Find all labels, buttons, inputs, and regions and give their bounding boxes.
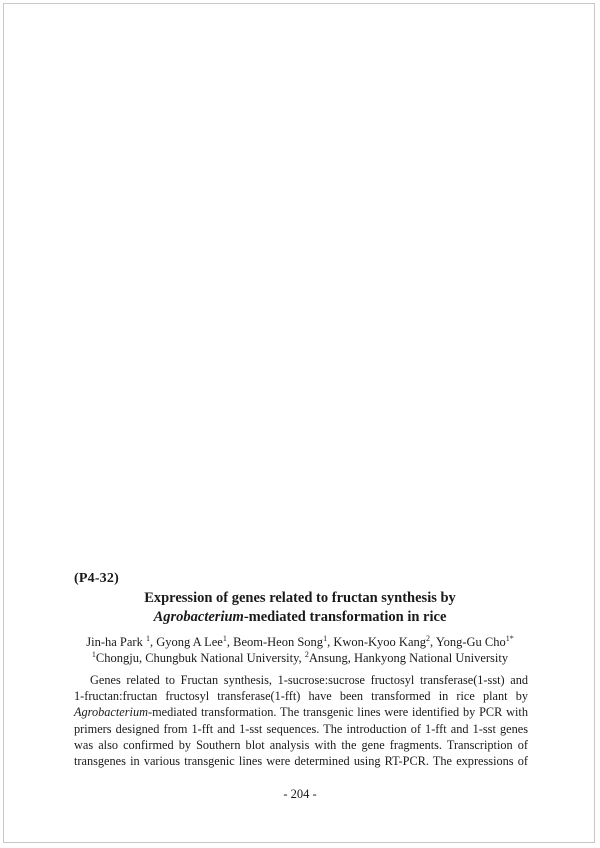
author-name: Gyong A Lee <box>156 635 223 649</box>
abstract-line: Genes related to Fructan synthesis, 1-sucrose:sucrose fructosyl transferase(1-sst) and <box>90 673 528 687</box>
paper-title-line-1: Expression of genes related to fructan synthesis by <box>144 590 456 606</box>
author-affil-mark: 1 <box>222 633 227 643</box>
affiliation-text: Chongju, Chungbuk National University, <box>95 651 302 665</box>
author-affil-mark: 1* <box>505 633 514 643</box>
abstract-line: transgenes in various transgenic lines were determined using RT-PCR. The expressions of <box>74 754 528 769</box>
author-name: Beom-Heon Song <box>233 635 324 649</box>
author-name: Kwon-Kyoo Kang <box>333 635 427 649</box>
affiliation-mark: 1 <box>91 649 96 659</box>
abstract-line <box>74 704 528 720</box>
author-affil-mark: 1 <box>323 633 328 643</box>
paper-title-line-2 <box>60 609 540 626</box>
abstract-italic-term: Agrobacterium <box>74 705 148 720</box>
author-name: Yong-Gu Cho <box>435 635 506 649</box>
poster-code: (P4-32) <box>74 571 119 586</box>
abstract-line: 1-fructan:fructan fructosyl transferase(1-fft) have been transformed in rice plant by <box>74 689 528 704</box>
page-number: - 204 - <box>283 787 317 801</box>
author-name: Jin-ha Park <box>86 635 143 649</box>
author-affil-mark: 2 <box>426 633 431 643</box>
abstract-line-rest: -mediated transformation. The transgenic lines were identified by PCR with <box>148 705 528 720</box>
author-list: Jin-ha Park $^1$, Gyong A Lee$^1$, Beom-Heon Song$^1$, Kwon-Kyoo Kang$^2$, Yong-Gu Cho$^{1*}$ <box>86 633 514 649</box>
affiliation-list <box>40 651 560 666</box>
abstract <box>74 672 528 769</box>
title-italic-term: Agrobacterium <box>153 609 244 625</box>
author-affil-mark: 1 <box>145 633 150 643</box>
title-line-2-rest: -mediated transformation in rice <box>243 609 447 625</box>
affiliation-mark: 2 <box>304 649 309 659</box>
affiliation-text: Ansung, Hankyong National University <box>308 651 509 665</box>
abstract-line: was also confirmed by Southern blot analysis with the gene fragments. Transcription of <box>74 737 528 752</box>
abstract-line: primers designed from 1-fft and 1-sst sequences. The introduction of 1-fft and 1-sst genes <box>74 721 528 736</box>
